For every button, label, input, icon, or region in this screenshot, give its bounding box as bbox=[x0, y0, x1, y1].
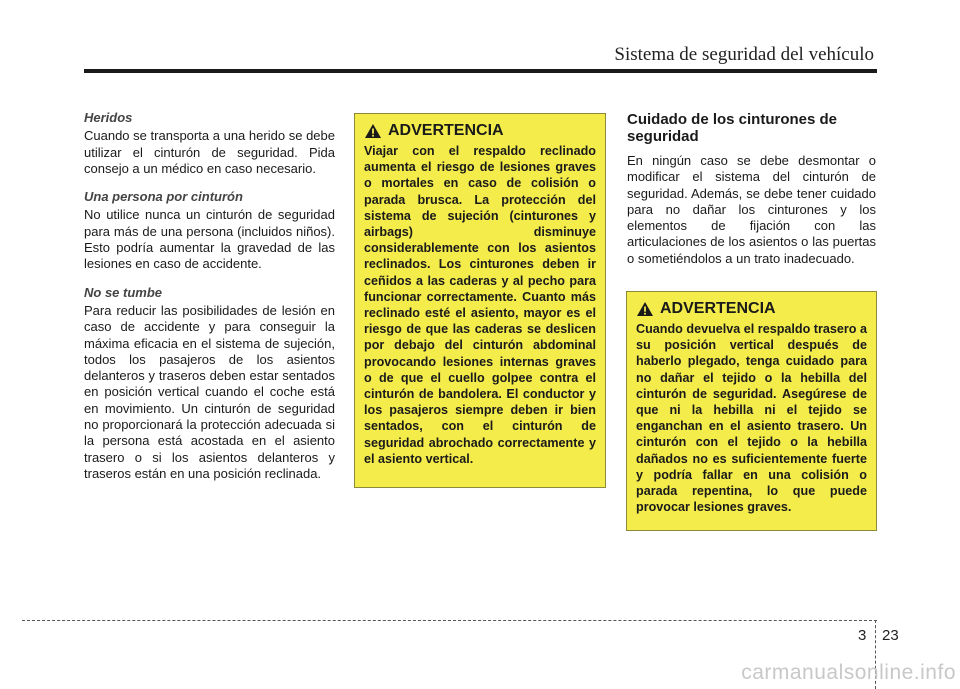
header-rule bbox=[84, 69, 877, 73]
section-heading-una-persona: Una persona por cinturón bbox=[84, 189, 243, 205]
warning-text: Viajar con el respaldo reclinado aumenta el riesgo de lesiones graves o mortales en caso de colisión o parada brusca. La protección del sistema de sujeción (cinturones y airbags) disminuye considerablemente con los asientos reclinados. Los cinturones deben ir ceñidos a las caderas y al pecho para funcionar correctamente. Cuanto más reclinado esté el asiento, mayor es el riesgo de que las caderas se deslicen por debajo del cinturón abdominal provocando lesiones internas graves o de que el cuello golpee contra el cinturón de bandolera. El conductor y los pasajeros siempre deben ir bien sentados, con el cinturón de seguridad abrochado correctamente y el asiento vertical. bbox=[364, 144, 596, 466]
section-heading-heridos: Heridos bbox=[84, 110, 133, 125]
warning-triangle-icon bbox=[364, 123, 382, 139]
right-column bbox=[627, 111, 876, 267]
warning-triangle-icon bbox=[636, 301, 654, 317]
watermark: carmanualsonline.info bbox=[741, 661, 956, 684]
section-text-una-persona: No utilice nunca un cinturón de seguridad para más de una persona (incluidos niños). Esto podría aumentar la gravedad de las lesiones en caso de accidente. bbox=[84, 207, 335, 272]
chapter-number: 3 bbox=[858, 627, 867, 644]
section-text-heridos: Cuando se transporta a una herido se debe utilizar el cinturón de seguridad. Pida consejo a un médico en caso necesario. bbox=[84, 128, 335, 176]
page-number: 23 bbox=[882, 627, 899, 644]
warning-header bbox=[364, 122, 596, 140]
section-heading-no-se-tumbe: No se tumbe bbox=[84, 284, 163, 300]
section-title-cuidado: Cuidado de los cinturones de seguridad bbox=[627, 111, 838, 145]
section-text-cuidado: En ningún caso se debe desmontar o modificar el sistema del cinturón de seguridad. Además, se debe tener cuidado para no dañar los cinturones y los elementos de fijación con las articulaciones de los asientos o las puertas o sometiéndolos a un trato inadecuado. bbox=[627, 153, 876, 266]
page-header-title: Sistema de seguridad del vehículo bbox=[614, 44, 874, 65]
warning-title: ADVERTENCIA bbox=[660, 300, 776, 317]
warning-text: Cuando devuelva el respaldo trasero a su posición vertical después de haberlo plegado, tenga cuidado para no dañar el tejido o la hebilla del cinturón de seguridad. Asegúrese de que ni la hebilla ni el tejido se enganchan en el asiento trasero. Un cinturón con el tejido o la hebilla dañados no es suficientemente fuerte y podría fallar en una colisión o parada repentina, lo que puede provocar lesiones graves. bbox=[636, 322, 867, 515]
warning-box-seatback bbox=[626, 291, 877, 531]
left-column bbox=[84, 110, 335, 482]
section-text-no-se-tumbe: Para reducir las posibilidades de lesión en caso de accidente y para conseguir la máxima eficacia en el sistema de sujeción, todos los pasajeros de los asientos delanteros y traseros deben estar sentados en posición vertical cuando el coche está en movimiento. Un cinturón de seguridad no proporcionará la protección adecuada si la persona está acostada en el asiento trasero o si los asientos delanteros y traseros están en una posición reclinada. bbox=[84, 302, 335, 481]
warning-header bbox=[636, 300, 867, 318]
warning-title: ADVERTENCIA bbox=[388, 122, 504, 139]
footer-rule bbox=[22, 620, 877, 621]
warning-box-reclined-seat bbox=[354, 113, 606, 488]
